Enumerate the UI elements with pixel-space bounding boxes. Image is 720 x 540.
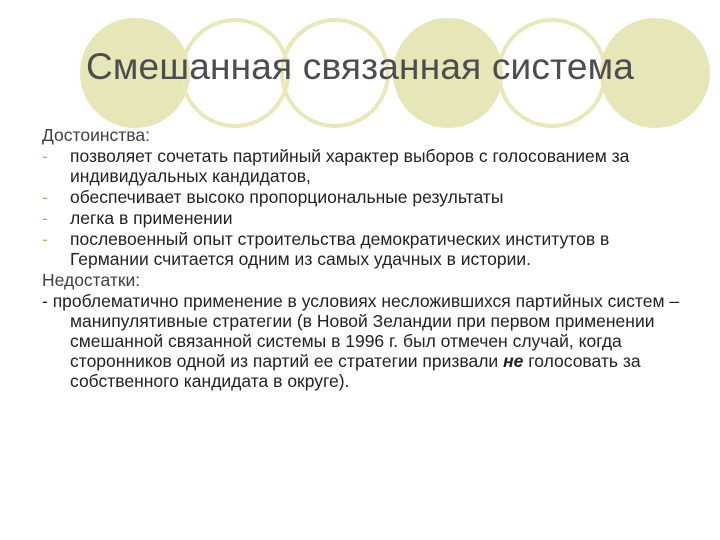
disadvantage-item (42, 291, 692, 391)
advantages-heading: Достоинства: (42, 125, 150, 145)
bullet-dash: - (42, 146, 48, 166)
disadvantage-text-part1: проблематично применение в условиях несложившихся партийных систем – манипулятивные стратегии (в Новой Зеландии при первом применении смешанной связанной системы в 1996 г. был отмечен случай, когда сторонников одной из партий ее стратегии призвали (52, 291, 680, 371)
advantage-item (42, 146, 692, 186)
bullet-dash: - (42, 291, 48, 311)
bullet-dash: - (42, 208, 48, 228)
bullet-dash: - (42, 187, 48, 207)
disadvantage-emphasis: не (503, 351, 524, 371)
disadvantage-text-part2: голосовать за собственного кандидата в округе). (70, 351, 641, 391)
advantage-item (42, 208, 692, 228)
slide-title: Смешанная связанная система (85, 46, 635, 87)
bullet-dash: - (42, 229, 48, 249)
advantage-text: обеспечивает высоко пропорциональные результаты (70, 187, 504, 207)
advantage-text: легка в применении (70, 208, 233, 228)
advantage-item (42, 229, 692, 269)
advantage-text: послевоенный опыт строительства демократических институтов в Германии считается одним из самых удачных в истории. (70, 229, 610, 269)
disadvantages-heading: Недостатки: (42, 270, 141, 290)
slide-body (42, 125, 692, 391)
advantage-text: позволяет сочетать партийный характер выборов с голосованием за индивидуальных кандидатов, (70, 146, 630, 186)
advantage-item (42, 187, 692, 207)
